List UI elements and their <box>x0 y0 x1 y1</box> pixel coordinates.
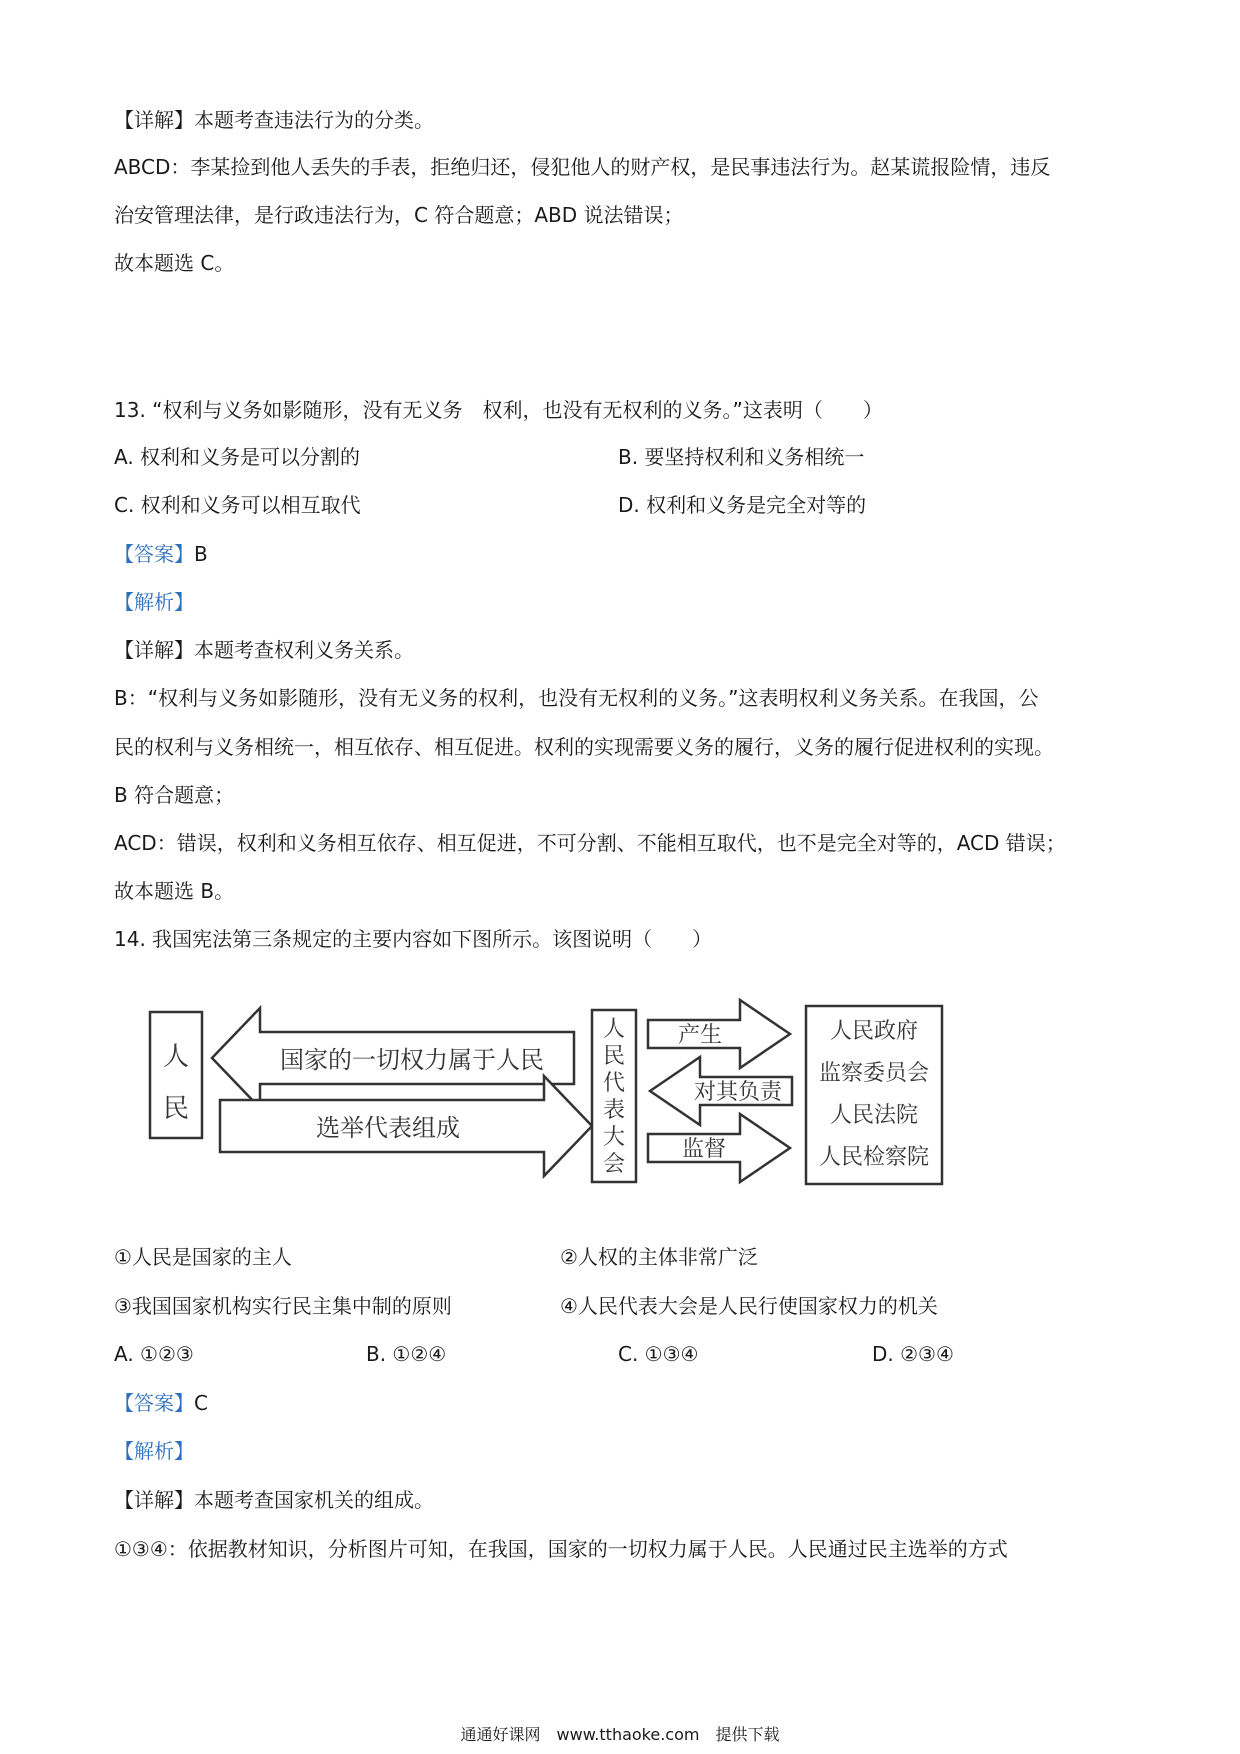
q13-analysis-line: B：“权利与义务如影随形，没有无义务的权利，也没有无权利的义务。”这表明权利义务关系。在我国，公 <box>114 686 1039 710</box>
q14-statement-4: ④人民代表大会是人民行使国家权力的机关 <box>560 1294 938 1318</box>
people-label: 人 <box>162 1042 190 1072</box>
organ-label: 人民检察院 <box>818 1145 930 1170</box>
q14-choice-b: B. ①②④ <box>366 1342 447 1366</box>
organ-label: 人民政府 <box>829 1019 919 1044</box>
q13-analysis-tag: 【解析】 <box>114 590 194 614</box>
supervise-arrow-label: 监督 <box>681 1137 727 1162</box>
q14-statement-3: ③我国国家机构实行民主集中制的原则 <box>114 1294 452 1318</box>
q13-analysis-line: B 符合题意； <box>114 783 235 807</box>
q14-analysis-tag: 【解析】 <box>114 1439 194 1463</box>
svg-text:代: 代 <box>602 1071 626 1096</box>
q12-analysis-line: ABCD：李某捡到他人丢失的手表，拒绝归还，侵犯他人的财产权，是民事违法行为。赵某谎报险情，违反 <box>114 155 1051 179</box>
q14-choice-d: D. ②③④ <box>872 1342 954 1366</box>
organ-label: 人民法院 <box>829 1103 919 1128</box>
svg-text:会: 会 <box>602 1152 626 1177</box>
organ-label: 监察委员会 <box>818 1061 930 1086</box>
svg-text:民: 民 <box>602 1044 626 1069</box>
q13-detail: 【详解】本题考查权利义务关系。 <box>114 638 414 662</box>
svg-text:人: 人 <box>602 1017 626 1042</box>
q13-option-b: B. 要坚持权利和义务相统一 <box>618 445 865 469</box>
q12-detail: 【详解】本题考查违法行为的分类。 <box>114 108 434 132</box>
elect-arrow-label: 选举代表组成 <box>316 1114 460 1142</box>
q13-conclusion: 故本题选 B。 <box>114 879 235 903</box>
q13-option-d: D. 权利和义务是完全对等的 <box>618 493 867 517</box>
power-arrow-label: 国家的一切权力属于人民 <box>280 1046 544 1074</box>
q12-conclusion: 故本题选 C。 <box>114 251 235 275</box>
q14-statement-2: ②人权的主体非常广泛 <box>560 1245 758 1269</box>
produce-arrow-label: 产生 <box>677 1023 723 1048</box>
people-label: 民 <box>162 1094 190 1124</box>
q13-answer: 【答案】B <box>114 542 208 566</box>
q14-choice-c: C. ①③④ <box>618 1342 699 1366</box>
q14-stem: 14. 我国宪法第三条规定的主要内容如下图所示。该图说明（ ） <box>114 927 713 951</box>
q13-option-a: A. 权利和义务是可以分割的 <box>114 445 361 469</box>
constitution-diagram <box>140 970 1000 1210</box>
q13-analysis-line: 民的权利与义务相统一，相互依存、相互促进。权利的实现需要义务的履行，义务的履行促进权利的实现。 <box>114 735 1054 759</box>
q14-detail: 【详解】本题考查国家机关的组成。 <box>114 1488 434 1512</box>
svg-text:表: 表 <box>602 1098 626 1123</box>
q14-choice-a: A. ①②③ <box>114 1342 194 1366</box>
q13-option-c: C. 权利和义务可以相互取代 <box>114 493 361 517</box>
page-footer: 通通好课网 www.tthaoke.com 提供下载 <box>460 1725 780 1744</box>
q14-analysis-line: ①③④：依据教材知识，分析图片可知，在我国，国家的一切权力属于人民。人民通过民主选举的方式 <box>114 1537 1008 1561</box>
q13-stem: 13. “权利与义务如影随形，没有无义务 权利，也没有无权利的义务。”这表明（ ） <box>114 398 883 422</box>
q14-statement-1: ①人民是国家的主人 <box>114 1245 292 1269</box>
q13-analysis-line: ACD：错误，权利和义务相互依存、相互促进，不可分割、不能相互取代，也不是完全对等的，ACD 错误； <box>114 831 1066 855</box>
svg-text:大: 大 <box>602 1125 626 1150</box>
q12-analysis-line: 治安管理法律，是行政违法行为，C 符合题意；ABD 说法错误； <box>114 203 684 227</box>
responsible-arrow-label: 对其负责 <box>693 1080 783 1105</box>
q14-answer: 【答案】C <box>114 1391 208 1415</box>
